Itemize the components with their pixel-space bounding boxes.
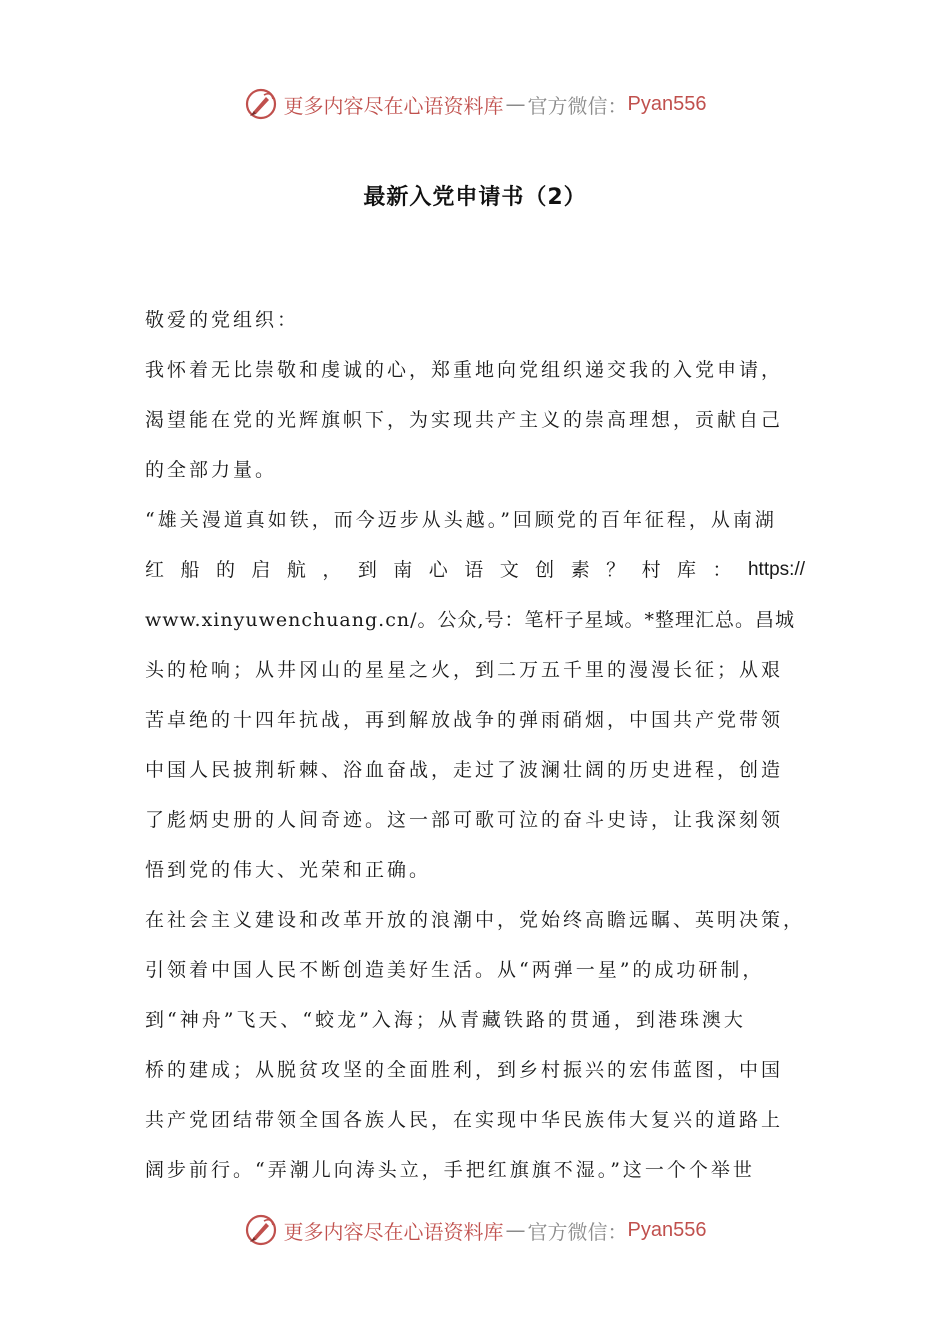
spread-char: 素	[570, 559, 590, 581]
spread-char: ：	[712, 559, 732, 581]
spread-char: 启	[251, 559, 271, 581]
text-line: 到“神舟”飞天、“蛟龙”入海；从青藏铁路的贯通，到港珠澳大	[145, 1009, 746, 1031]
banner-dash: —	[505, 92, 526, 116]
text-line: 敬爱的党组织：	[145, 309, 300, 331]
text-line: 引领着中国人民不断创造美好生活。从“两弹一星”的成功研制，	[145, 959, 765, 981]
paragraph-line	[145, 645, 805, 695]
paragraph-line	[145, 345, 805, 395]
header-banner	[0, 82, 950, 126]
paragraph-line	[145, 1145, 805, 1195]
spread-char: 的	[215, 559, 235, 581]
banner-wechat-id: Pyan556	[627, 92, 707, 115]
text-line: 阔步前行。“弄潮儿向涛头立，手把红旗旗不湿。”这一个个举世	[145, 1159, 755, 1181]
paragraph-line	[145, 845, 805, 895]
spread-char: 船	[180, 559, 200, 581]
text-line: 的全部力量。	[145, 459, 278, 481]
spread-char: 到	[357, 559, 377, 581]
banner-official-label: 官方微信：	[527, 93, 628, 118]
pen-logo-icon	[244, 1213, 278, 1247]
text-line: www.xinyuwenchuang.cn/。公众,号：笔杆子星域。*整理汇总。昌城	[145, 609, 796, 631]
spread-line	[145, 545, 805, 595]
text-line: 在社会主义建设和改革开放的浪潮中，党始终高瞻远瞩、英明决策，	[145, 909, 806, 931]
paragraph-line	[145, 945, 805, 995]
spread-char: 村	[641, 559, 661, 581]
spread-char: 创	[535, 559, 555, 581]
spread-char: 南	[393, 559, 413, 581]
paragraph-line	[145, 1095, 805, 1145]
text-line: 头的枪响；从井冈山的星星之火，到二万五千里的漫漫长征；从艰	[145, 659, 784, 681]
paragraph-line	[145, 895, 805, 945]
banner-brand-text: 更多内容尽在心语资料库	[283, 1219, 504, 1244]
footer-banner	[0, 1208, 950, 1252]
banner-official-label: 官方微信：	[527, 1219, 628, 1244]
paragraph-line	[145, 795, 805, 845]
paragraph-line	[145, 695, 805, 745]
text-line: 桥的建成；从脱贫攻坚的全面胜利，到乡村振兴的宏伟蓝图，中国	[145, 1059, 784, 1081]
paragraph-line	[145, 1045, 805, 1095]
document-title: 最新入党申请书（2）	[363, 185, 587, 210]
paragraph-line	[145, 995, 805, 1045]
text-line: 了彪炳史册的人间奇迹。这一部可歌可泣的奋斗史诗，让我深刻领	[145, 809, 784, 831]
banner-wechat-id: Pyan556	[627, 1218, 707, 1241]
text-line: 共产党团结带领全国各族人民，在实现中华民族伟大复兴的道路上	[145, 1109, 784, 1131]
text-line: 我怀着无比崇敬和虔诚的心，郑重地向党组织递交我的入党申请，	[145, 359, 784, 381]
text-line: 渴望能在党的光辉旗帜下，为实现共产主义的崇高理想，贡献自己	[145, 409, 784, 431]
paragraph-line	[145, 495, 805, 545]
banner-brand-text: 更多内容尽在心语资料库	[283, 93, 504, 118]
text-line: “雄关漫道真如铁，而今迈步从头越。”回顾党的百年征程，从南湖	[145, 509, 777, 531]
spread-char: 红	[145, 559, 165, 581]
pen-logo-icon	[244, 87, 278, 121]
paragraph-line	[145, 745, 805, 795]
salutation-line	[145, 295, 805, 345]
text-line: 苦卓绝的十四年抗战，再到解放战争的弹雨硝烟，中国共产党带领	[145, 709, 784, 731]
url-link[interactable]: https://	[747, 559, 805, 580]
document-body	[145, 295, 805, 1195]
banner-dash: —	[505, 1218, 526, 1242]
spread-char: 航	[286, 559, 306, 581]
spread-char: 语	[464, 559, 484, 581]
paragraph-line	[145, 395, 805, 445]
spread-char: ？	[606, 559, 626, 581]
spread-char: 库	[677, 559, 697, 581]
spread-char: 文	[499, 559, 519, 581]
text-line: 中国人民披荆斩棘、浴血奋战，走过了波澜壮阔的历史进程，创造	[145, 759, 784, 781]
text-line: 悟到党的伟大、光荣和正确。	[145, 859, 432, 881]
spread-char: 心	[428, 559, 448, 581]
paragraph-line	[145, 595, 805, 645]
spread-char: ，	[322, 559, 342, 581]
paragraph-line	[145, 445, 805, 495]
